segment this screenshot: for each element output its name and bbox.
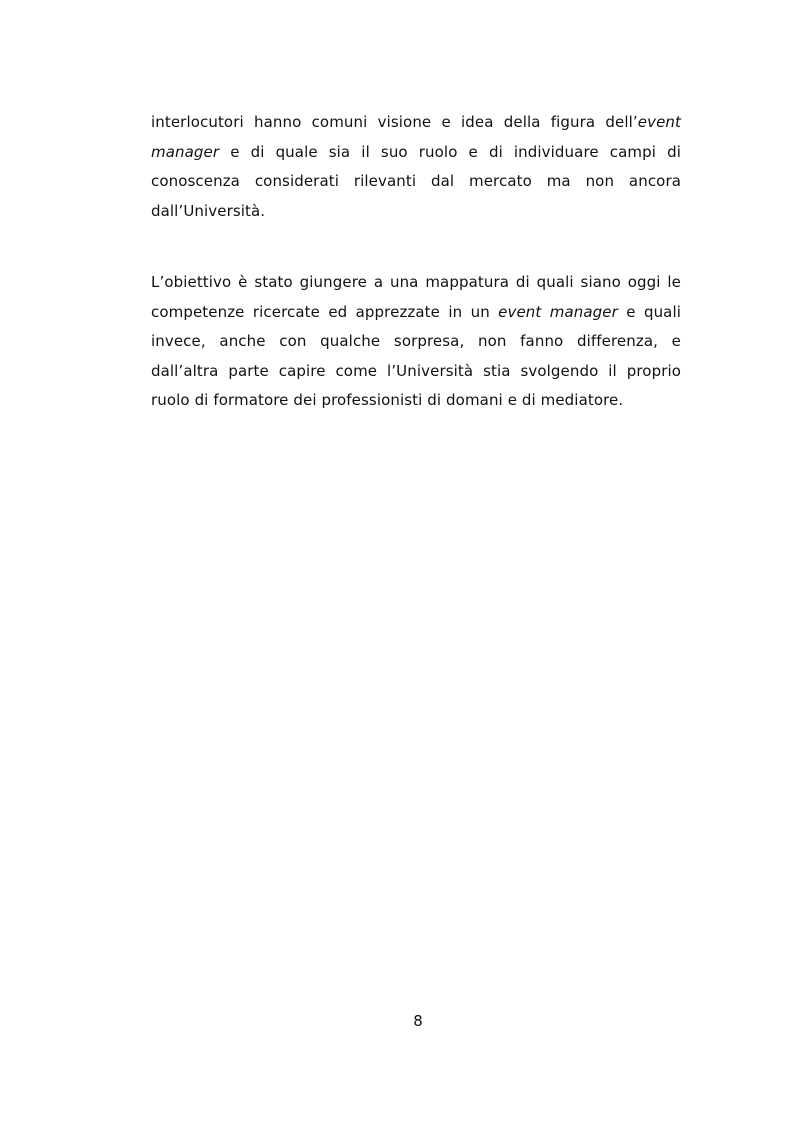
paragraph-line: interlocutori hanno comuni visione e idea della figura dell’event (151, 113, 681, 131)
paragraph-line: ruolo di formatore dei professionisti di domani e di mediatore. (151, 391, 624, 409)
paragraph-line: competenze ricercate ed apprezzate in un event manager e quali (151, 302, 682, 321)
italic-term: event (637, 113, 681, 131)
paragraph-line: manager e di quale sia il suo ruolo e di individuare campi di (151, 142, 681, 161)
paragraph-2 (151, 268, 681, 416)
paragraph-line: invece, anche con qualche sorpresa, non fanno differenza, e (151, 332, 681, 350)
paragraph-line: L’obiettivo è stato giungere a una mappatura di quali siano oggi le (151, 273, 681, 291)
paragraph-line: dall’Università. (151, 201, 266, 220)
italic-term: manager (151, 142, 220, 161)
paragraph-line: conoscenza considerati rilevanti dal mercato ma non ancora (151, 172, 681, 190)
italic-term: event manager (498, 302, 618, 321)
paragraph-line: dall’altra parte capire come l’Università stia svolgendo il proprio (151, 361, 681, 380)
paragraph-1 (151, 108, 681, 226)
page-number: 8 (413, 1012, 423, 1030)
